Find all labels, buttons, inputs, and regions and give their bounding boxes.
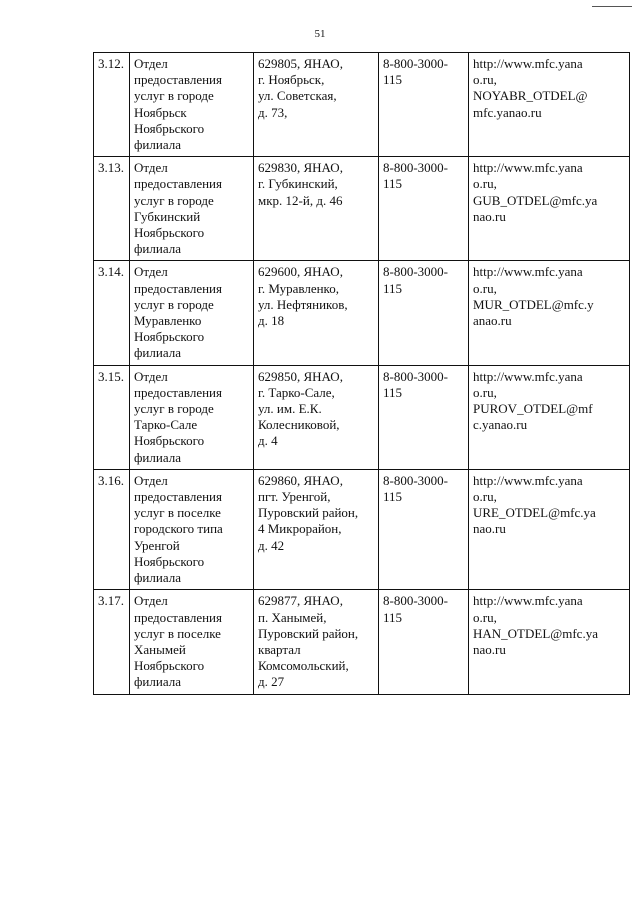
office-website-email: http://www.mfc.yana o.ru, GUB_OTDEL@mfc.ya nao.ru	[469, 157, 630, 261]
table-row	[94, 261, 630, 365]
office-name: Отдел предоставления услуг в поселке Ханымей Ноябрьского филиала	[130, 590, 254, 694]
office-name: Отдел предоставления услуг в городе Губкинский Ноябрьского филиала	[130, 157, 254, 261]
row-number: 3.12.	[94, 53, 130, 157]
office-website-email: http://www.mfc.yana o.ru, HAN_OTDEL@mfc.ya nao.ru	[469, 590, 630, 694]
office-phone: 8-800-3000- 115	[379, 469, 469, 589]
row-number: 3.17.	[94, 590, 130, 694]
office-phone: 8-800-3000- 115	[379, 365, 469, 469]
office-address: 629600, ЯНАО, г. Муравленко, ул. Нефтяников, д. 18	[254, 261, 379, 365]
office-phone: 8-800-3000- 115	[379, 157, 469, 261]
office-name: Отдел предоставления услуг в городе Муравленко Ноябрьского филиала	[130, 261, 254, 365]
table-row	[94, 157, 630, 261]
office-name: Отдел предоставления услуг в поселке городского типа Уренгой Ноябрьского филиала	[130, 469, 254, 589]
office-phone: 8-800-3000- 115	[379, 53, 469, 157]
office-address: 629805, ЯНАО, г. Ноябрьск, ул. Советская, д. 73,	[254, 53, 379, 157]
row-number: 3.13.	[94, 157, 130, 261]
top-edge-rule	[592, 6, 632, 7]
row-number: 3.14.	[94, 261, 130, 365]
office-phone: 8-800-3000- 115	[379, 261, 469, 365]
office-name: Отдел предоставления услуг в городе Ноябрьск Ноябрьского филиала	[130, 53, 254, 157]
office-address: 629877, ЯНАО, п. Ханымей, Пуровский район, квартал Комсомольский, д. 27	[254, 590, 379, 694]
row-number: 3.16.	[94, 469, 130, 589]
table-row	[94, 53, 630, 157]
offices-table	[93, 52, 630, 695]
table-row	[94, 469, 630, 589]
row-number: 3.15.	[94, 365, 130, 469]
office-website-email: http://www.mfc.yana o.ru, NOYABR_OTDEL@ mfc.yanao.ru	[469, 53, 630, 157]
office-website-email: http://www.mfc.yana o.ru, PUROV_OTDEL@mf c.yanao.ru	[469, 365, 630, 469]
office-address: 629850, ЯНАО, г. Тарко-Сале, ул. им. Е.К. Колесниковой, д. 4	[254, 365, 379, 469]
table-row	[94, 590, 630, 694]
office-website-email: http://www.mfc.yana o.ru, URE_OTDEL@mfc.ya nao.ru	[469, 469, 630, 589]
table-row	[94, 365, 630, 469]
page-number: 51	[314, 28, 326, 40]
office-address: 629860, ЯНАО, пгт. Уренгой, Пуровский район, 4 Микрорайон, д. 42	[254, 469, 379, 589]
office-phone: 8-800-3000- 115	[379, 590, 469, 694]
office-address: 629830, ЯНАО, г. Губкинский, мкр. 12-й, д. 46	[254, 157, 379, 261]
office-website-email: http://www.mfc.yana o.ru, MUR_OTDEL@mfc.y anao.ru	[469, 261, 630, 365]
office-name: Отдел предоставления услуг в городе Тарко-Сале Ноябрьского филиала	[130, 365, 254, 469]
